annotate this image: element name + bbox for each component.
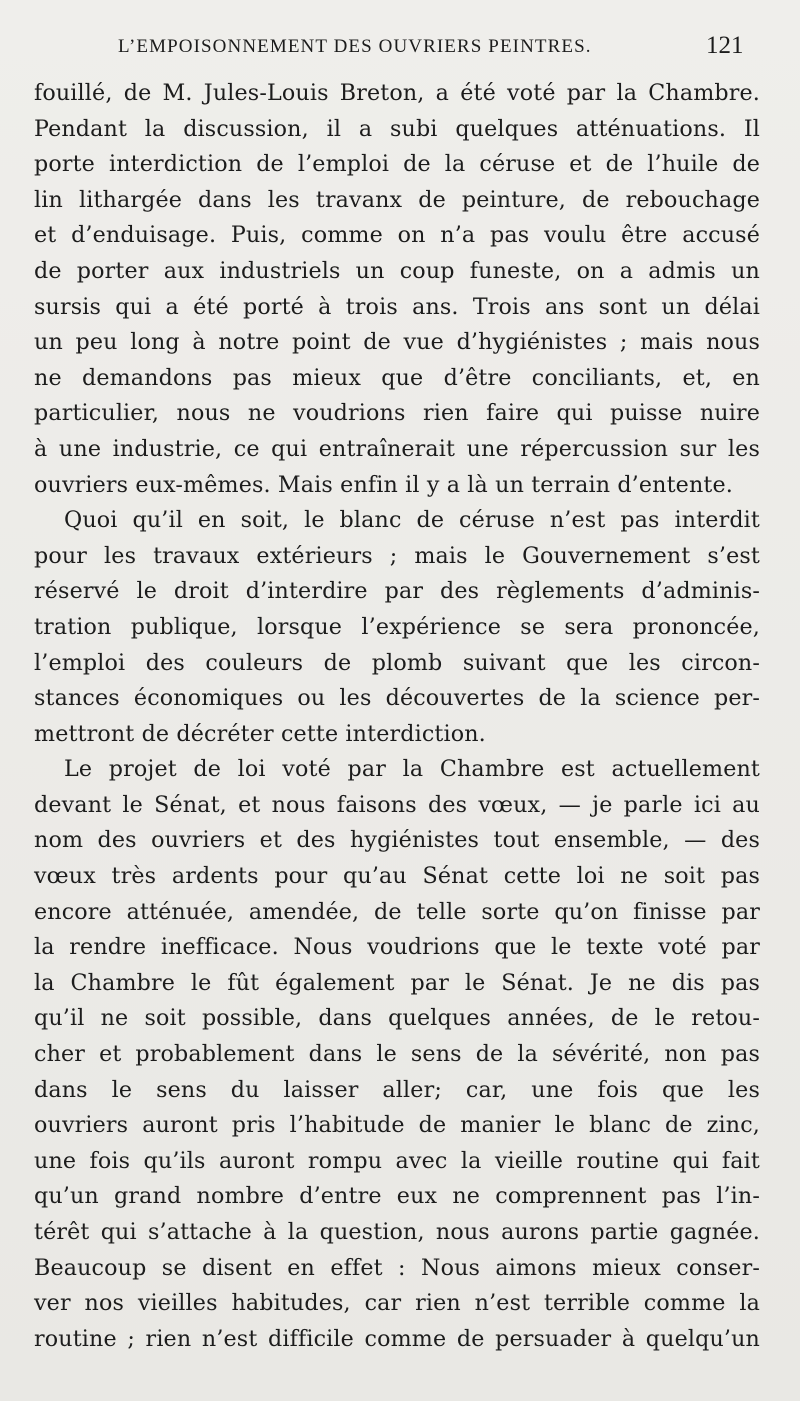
text-line: un peu long à notre point de vue d’hygiénistes ; mais nous <box>34 329 760 356</box>
text-line: encore atténuée, amendée, de telle sorte qu’on finisse par <box>34 898 760 925</box>
text-line: la Chambre le fût également par le Sénat. Je ne dis pas <box>34 969 760 996</box>
text-line: Beaucoup se disent en effet : Nous aimons mieux conser- <box>34 1254 760 1281</box>
text-line: stances économiques ou les découvertes de la science per- <box>34 685 760 712</box>
text-line: ouvriers auront pris l’habitude de manier le blanc de zinc, <box>34 1112 760 1139</box>
text-line: tration publique, lorsque l’expérience se sera prononcée, <box>34 613 760 640</box>
text-line: l’emploi des couleurs de plomb suivant que les circon- <box>34 649 760 676</box>
text-line: la rendre inefficace. Nous voudrions que le texte voté par <box>34 934 760 961</box>
body-text <box>34 76 760 1357</box>
text-line: routine ; rien n’est difficile comme de persuader à quelqu’un <box>34 1325 760 1352</box>
text-line: cher et probablement dans le sens de la sévérité, non pas <box>34 1041 760 1068</box>
text-line: ne demandons pas mieux que d’être conciliants, et, en <box>34 364 760 391</box>
text-line: fouillé, de M. Jules-Louis Breton, a été voté par la Chambre. <box>34 80 760 106</box>
text-line: nom des ouvriers et des hygiénistes tout ensemble, — des <box>34 827 760 854</box>
text-line: qu’il ne soit possible, dans quelques années, de le retou- <box>34 1005 760 1032</box>
text-line: térêt qui s’attache à la question, nous aurons partie gagnée. <box>34 1219 760 1245</box>
text-line: dans le sens du laisser aller; car, une fois que les <box>34 1076 760 1103</box>
text-line: réservé le droit d’interdire par des règlements d’adminis- <box>34 578 760 605</box>
text-line: particulier, nous ne voudrions rien faire qui puisse nuire <box>34 400 760 427</box>
text-line: une fois qu’ils auront rompu avec la vieille routine qui fait <box>34 1147 760 1174</box>
text-line: ver nos vieilles habitudes, car rien n’est terrible comme la <box>34 1290 760 1317</box>
paragraph-first-line: Le projet de loi voté par la Chambre est actuellement <box>64 756 760 783</box>
text-line: lin lithargée dans les travanx de peinture, de rebouchage <box>34 186 760 213</box>
text-line: ouvriers eux-mêmes. Mais enfin il y a là un terrain d’entente. <box>34 471 733 498</box>
text-line: porte interdiction de l’emploi de la céruse et de l’huile de <box>34 151 760 178</box>
text-line: pour les travaux extérieurs ; mais le Gouvernement s’est <box>34 542 760 569</box>
text-line: qu’un grand nombre d’entre eux ne comprennent pas l’in- <box>34 1183 760 1210</box>
paragraph-first-line: Quoi qu’il en soit, le blanc de céruse n’est pas interdit <box>64 507 760 534</box>
running-title: L’EMPOISONNEMENT DES OUVRIERS PEINTRES. <box>118 36 592 57</box>
text-line: sursis qui a été porté à trois ans. Trois ans sont un délai <box>34 293 760 320</box>
text-line: mettront de décréter cette interdiction. <box>34 720 486 747</box>
text-line: à une industrie, ce qui entraînerait une répercussion sur les <box>34 435 760 462</box>
text-line: vœux très ardents pour qu’au Sénat cette loi ne soit pas <box>34 863 760 890</box>
text-line: de porter aux industriels un coup funeste, on a admis un <box>34 257 760 284</box>
page-number: 121 <box>706 32 744 59</box>
text-line: Pendant la discussion, il a subi quelques atténuations. Il <box>34 115 760 142</box>
text-line: et d’enduisage. Puis, comme on n’a pas voulu être accusé <box>34 222 760 249</box>
text-line: devant le Sénat, et nous faisons des vœux, — je parle ici au <box>34 791 760 818</box>
running-head <box>0 30 800 70</box>
